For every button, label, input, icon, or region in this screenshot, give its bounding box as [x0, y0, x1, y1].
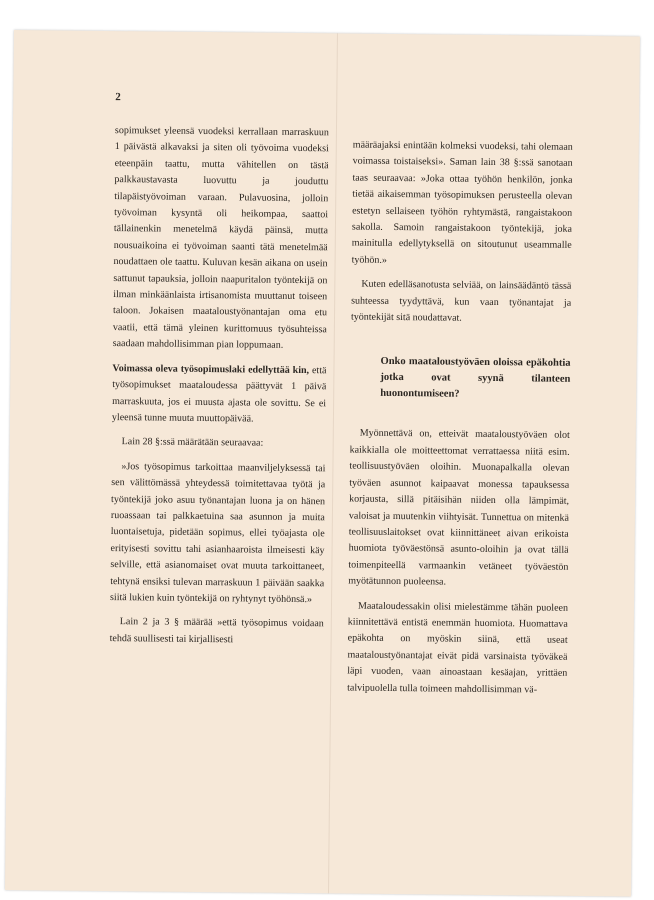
bold-lead: Voimassa oleva työsopimuslaki edellyttää kin, [112, 362, 310, 376]
paragraph: Lain 28 §:ssä määrätään seuraavaa: [121, 436, 264, 449]
document-page [5, 30, 640, 897]
left-column [109, 123, 329, 657]
paragraph: Lain 2 ja 3 § määrää »että työsopimus voidaan tehdä suullisesti tai kirjallisesti [109, 616, 324, 646]
page-fold [328, 33, 338, 893]
law-quote: »Jos työsopimus tarkoittaa maanviljelyksessä tai sen välittömässä yhteydessä toimitettavaa työtä ja työntekijä joko asuu työnantajan luona ja on hänen ruoassaan tai palkkaetuina saa asunnon ja muita luontaisetuja, pidetään sopimus, ellei työajasta ole erityisesti sovittu tahi asianhaaroista ilmeisesti käy selville, että asianomaiset ovat muuta tarkoittaneet, tehtynä ensiksi tulevan marraskuun 1 päivään saakka siitä lukien kuin työntekijä on ryhtynyt työhönsä.» [110, 460, 326, 606]
paragraph: sopimukset yleensä vuodeksi kerrallaan marraskuun 1 päivästä alkavaksi ja siten oli työvoima vuodeksi eteenpäin taattu, mutta vähitellen on tästä palkkaustavasta luovuttu ja jouduttu tilapäistyövoiman varaan. Pulavuosina, jolloin työvoiman kysyntä oli heikompaa, saattoi tällainenkin menetelmä käydä päinsä, mutta nousuaikoina ei työvoiman saanti tätä menetelmää noudattaen ole taattu. Kuluvan kesän aikana on usein sattunut tapauksia, jolloin naapuritalon työntekijä on ilman minkäänlaista irtisanomista muuttanut toiseen taloon. Jokaisen maataloustyönantajan oma etu vaatii, että tämä yleinen kurittomuus työsuhteissa saadaan mahdollisimman pian loppumaan. [112, 125, 329, 352]
paragraph-text: että työsopimukset maataloudessa päättyvät 1 päivä marraskuuta, jos ei muusta ajasta ole sovittu. Se ei yleensä tunne muuta muuttopäivää. [111, 364, 327, 425]
paragraph: Myönnettävä on, etteivät maataloustyöväen olot kaikkialla ole moitteettomat verrattaessa niitä esim. teollisuustyöväen oloihin. Muonapalkalla olevan työväen asunnot kaipaavat monessa tapauksessa korjausta, sillä pitäisihän niiden olla lämpimät, valoisat ja muutenkin viihtyisät. Tunnettua on mitenkä teollisuuslaitokset ovat kiinnittäneet aivan erikoista huomiota työväestönsä asunto-oloihin ja ovat tällä toimenpiteellä varmaankin vetäneet työväestön myötätunnon puoleensa. [348, 428, 570, 588]
paragraph: määräajaksi enintään kolmeksi vuodeksi, tahi olemaan voimassa toistaiseksi». Saman lain 38 §:ssä sanotaan taas seuraavaa: »Joka ottaa työhön henkilön, jonka tietää aikaisemman työsopimuksen perusteella olevan estetyn sellaiseen työhön ryhtymästä, rangaistakoon sakolla. Samoin rangaistakoon työntekijä, joka mainitulla edellytyksellä on sitoutunut useammalle työhön.» [351, 139, 573, 266]
section-heading: Onko maataloustyöväen oloissa epäkohtia jotka ovat syynä tilanteen huonontumiseen? [380, 356, 571, 401]
paragraph [112, 361, 327, 429]
paragraph: Maataloudessakin olisi mielestämme tähän puoleen kiinnitettävä entistä enemmän huomiota. Huomattava epäkohta on myöskin siinä, että useat maataloustyönantajat eivät pidä varsinaista työväkeä läpi vuoden, vaan ainoastaan kesäajan, yrittäen talvipuolella tulla toimeen mahdollisimman vä- [347, 600, 569, 696]
paragraph: Kuten edelläsanotusta selviää, on lainsäädäntö tässä suhteessa tyydyttävä, kun vaan työnantajat ja työntekijät sitä noudattavat. [350, 278, 572, 324]
page-number: 2 [115, 91, 121, 104]
right-column [347, 138, 573, 707]
